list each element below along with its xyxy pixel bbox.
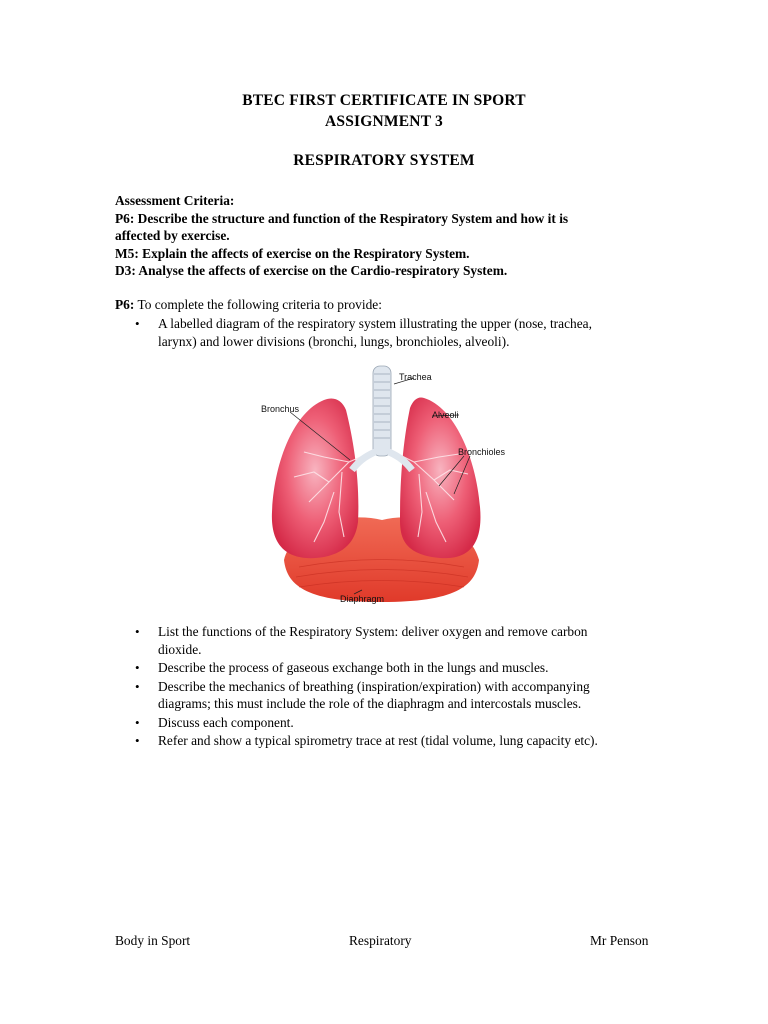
diagram-label-alveoli: Alveoli [432, 410, 459, 420]
list-item [115, 315, 655, 350]
list-item-line2: larynx) and lower divisions (bronchi, lungs, bronchioles, alveoli). [158, 333, 510, 349]
list-item-line1: Describe the process of gaseous exchange both in the lungs and muscles. [158, 660, 549, 675]
list-item [115, 623, 655, 658]
criteria-d3: D3: Analyse the affects of exercise on the Cardio-respiratory System. [115, 263, 508, 278]
diagram-label-diaphragm: Diaphragm [340, 594, 385, 604]
bullet-icon: • [135, 624, 140, 639]
list-item [115, 678, 655, 713]
criteria-p6-line2: affected by exercise. [115, 228, 230, 243]
p6-label: P6: [115, 297, 135, 312]
course-title: BTEC FIRST CERTIFICATE IN SPORT [242, 92, 526, 109]
bullet-icon: • [135, 714, 140, 730]
respiratory-diagram [254, 362, 514, 610]
footer-right: Mr Penson [590, 933, 649, 948]
bullet-icon: • [135, 316, 140, 331]
right-lung-shape [400, 397, 480, 558]
footer-center: Respiratory [349, 933, 412, 948]
assignment-title: ASSIGNMENT 3 [325, 113, 443, 130]
bullet-icon: • [135, 733, 140, 748]
assessment-criteria [115, 192, 655, 280]
list-item-line1: Discuss each component. [158, 714, 294, 730]
list-item-line1: Describe the mechanics of breathing (inspiration/expiration) with accompanying [158, 678, 590, 694]
list-item [115, 732, 655, 750]
list-item-line1: Refer and show a typical spirometry trace at rest (tidal volume, lung capacity etc). [158, 733, 598, 748]
diagram-label-trachea: Trachea [399, 372, 432, 382]
criteria-m5: M5: Explain the affects of exercise on the Respiratory System. [115, 245, 470, 261]
list-item [115, 659, 655, 677]
list-item-line2: dioxide. [158, 641, 202, 657]
lungs-illustration [254, 362, 514, 610]
bullet-icon: • [135, 660, 140, 675]
list-item [115, 714, 655, 732]
subject-title: RESPIRATORY SYSTEM [293, 152, 475, 169]
list-item-line1: List the functions of the Respiratory System: deliver oxygen and remove carbon [158, 624, 588, 639]
criteria-p6-line1: P6: Describe the structure and function of the Respiratory System and how it is [115, 210, 569, 226]
criteria-heading: Assessment Criteria: [115, 193, 235, 208]
list-item-line1: A labelled diagram of the respiratory system illustrating the upper (nose, trachea, [158, 316, 592, 331]
p6-task-list [115, 623, 655, 751]
trachea-shape [373, 366, 391, 456]
left-lung-shape [272, 398, 359, 558]
p6-first-list [115, 315, 655, 351]
footer-left: Body in Sport [115, 933, 191, 948]
p6-intro [115, 296, 655, 314]
diagram-label-bronchioles: Bronchioles [458, 447, 506, 457]
diagram-label-bronchus: Bronchus [261, 404, 300, 414]
list-item-line2: diagrams; this must include the role of the diaphragm and intercostals muscles. [158, 696, 582, 711]
bullet-icon: • [135, 678, 140, 694]
p6-intro-text: To complete the following criteria to provide: [134, 297, 382, 312]
